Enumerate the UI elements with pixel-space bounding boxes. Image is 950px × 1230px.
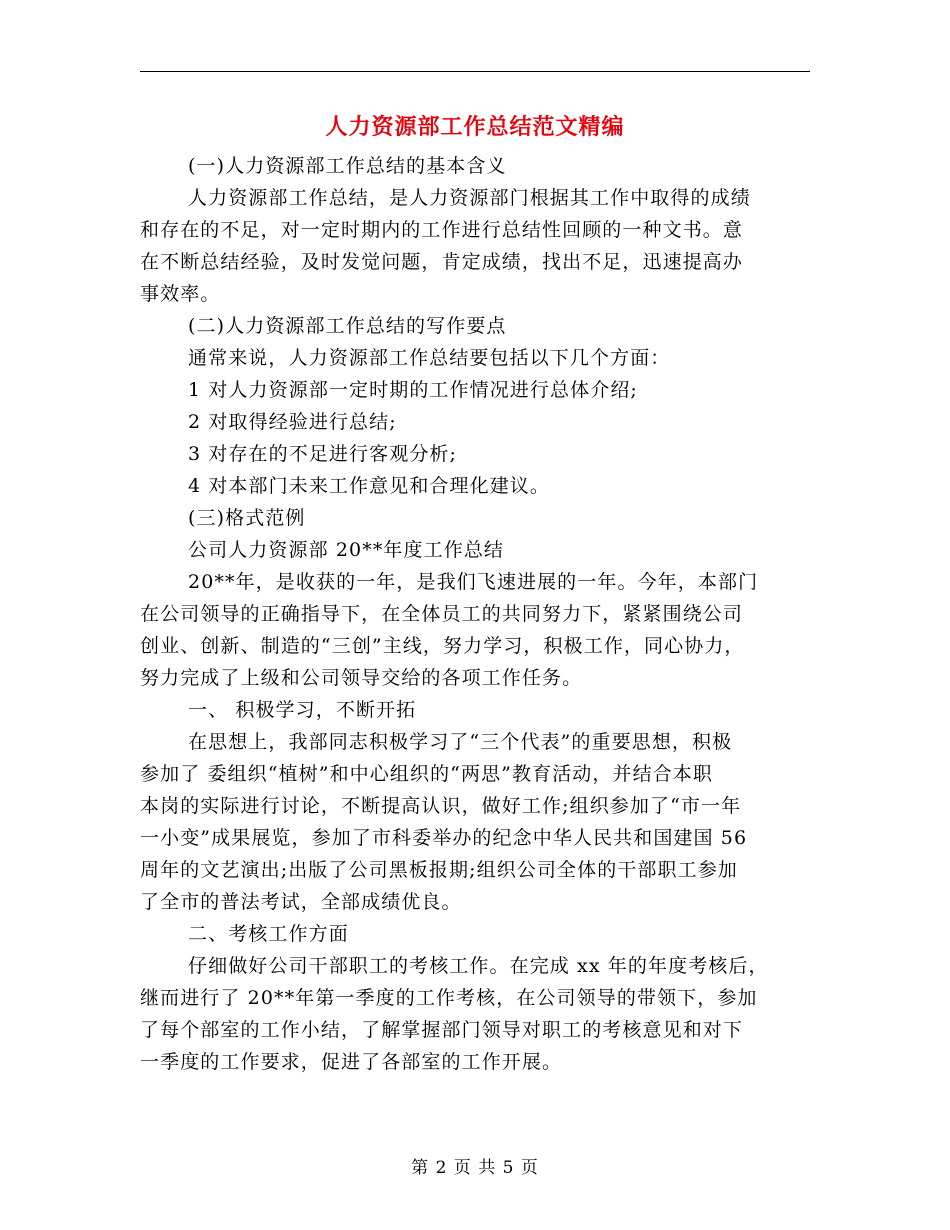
paragraph-line: 创业、创新、制造的“三创”主线，努力学习，积极工作，同心协力， (140, 635, 745, 657)
paragraph-line: 一小变”成果展览，参加了市科委举办的纪念中华人民共和国建国 56 (140, 827, 748, 849)
paragraph-line: 了全市的普法考试，全部成绩优良。 (140, 891, 462, 913)
paragraph-line: 人力资源部工作总结，是人力资源部门根据其工作中取得的成绩 (188, 187, 751, 209)
paragraph-line: 在思想上，我部同志积极学习了“三个代表”的重要思想，积极 (188, 731, 733, 753)
document-title: 人力资源部工作总结范文精编 (325, 114, 625, 140)
document-body (140, 150, 810, 1078)
list-item: 3 对存在的不足进行客观分析; (188, 443, 458, 465)
sample-title: 公司人力资源部 20**年度工作总结 (188, 539, 505, 561)
paragraph-line: 了每个部室的工作小结，了解掌握部门领导对职工的考核意见和对下 (140, 1019, 744, 1041)
paragraph-line: 通常来说，人力资源部工作总结要包括以下几个方面： (188, 347, 671, 369)
paragraph-line: 仔细做好公司干部职工的考核工作。在完成 xx 年的年度考核后， (188, 955, 769, 977)
section-heading-1: (一)人力资源部工作总结的基本含义 (188, 155, 507, 177)
paragraph-line: 20**年，是收获的一年，是我们飞速进展的一年。今年，本部门 (188, 571, 759, 593)
list-item: 4 对本部门未来工作意见和合理化建议。 (188, 475, 551, 497)
paragraph-line: 一季度的工作要求，促进了各部室的工作开展。 (140, 1051, 563, 1073)
subsection-heading-1: 一、 积极学习，不断开拓 (188, 699, 417, 721)
header-rule (140, 71, 810, 72)
paragraph-line: 和存在的不足，对一定时期内的工作进行总结性回顾的一种文书。意 (140, 219, 744, 241)
paragraph-line: 在公司领导的正确指导下，在全体员工的共同努力下，紧紧围绕公司 (140, 603, 744, 625)
subsection-heading-2: 二、考核工作方面 (188, 923, 349, 945)
paragraph-line: 参加了 委组织“植树”和中心组织的“两思”教育活动，并结合本职 (140, 763, 713, 785)
list-item: 2 对取得经验进行总结; (188, 411, 397, 433)
section-heading-2: (二)人力资源部工作总结的写作要点 (188, 315, 507, 337)
paragraph-line: 事效率。 (140, 283, 221, 305)
section-heading-3: (三)格式范例 (188, 507, 306, 529)
paragraph-line: 努力完成了上级和公司领导交给的各项工作任务。 (140, 667, 583, 689)
paragraph-line: 本岗的实际进行讨论，不断提高认识，做好工作;组织参加了“市一年 (140, 795, 742, 817)
page-number-footer: 第 2 页 共 5 页 (411, 1158, 539, 1178)
paragraph-line: 继而进行了 20**年第一季度的工作考核，在公司领导的带领下，参加 (140, 987, 758, 1009)
list-item: 1 对人力资源部一定时期的工作情况进行总体介绍; (188, 379, 638, 401)
paragraph-line: 在不断总结经验，及时发觉问题，肯定成绩，找出不足，迅速提高办 (140, 251, 744, 273)
paragraph-line: 周年的文艺演出;出版了公司黑板报期;组织公司全体的干部职工参加 (140, 859, 738, 881)
